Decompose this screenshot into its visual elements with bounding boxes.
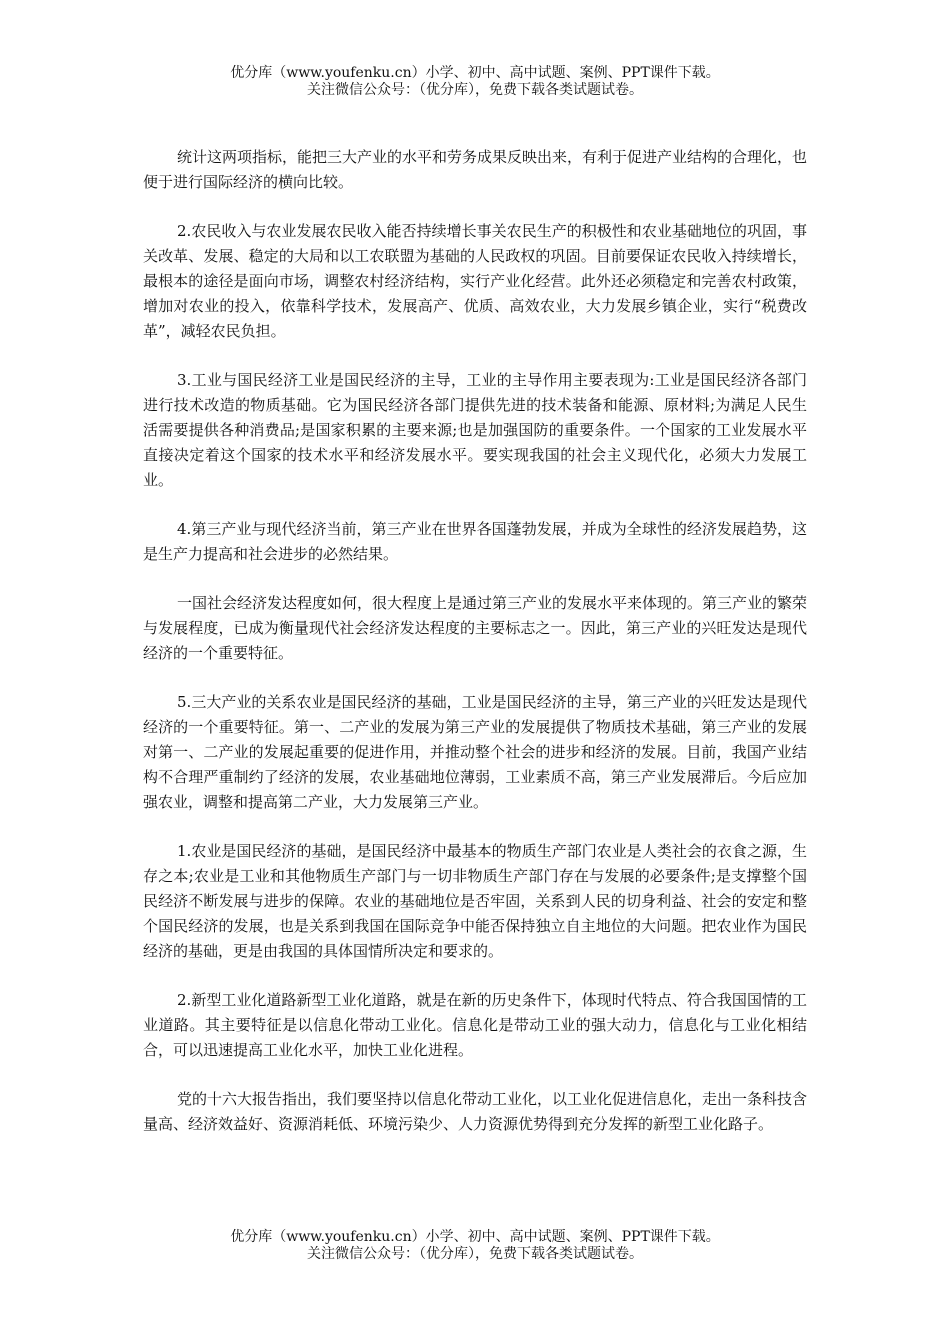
paragraph: 5.三大产业的关系农业是国民经济的基础，工业是国民经济的主导，第三产业的兴旺发达是现代经济的一个重要特征。第一、二产业的发展为第三产业的发展提供了物质技术基础，第三产业的发展对第一、二产业的发展起重要的促进作用，并推动整个社会的进步和经济的发展。目前，我国产业结构不合理严重制约了经济的发展，农业基础地位薄弱，工业素质不高，第三产业发展滞后。今后应加强农业，调整和提高第二产业，大力发展第三产业。 — [143, 693, 807, 811]
footer-line-2: 关注微信公众号：（优分库），免费下载各类试题试卷。 — [307, 1246, 643, 1262]
footer-line-1: 优分库（www.youfenku.cn）小学、初中、高中试题、案例、PPT课件下载。 — [230, 1229, 720, 1245]
paragraph: 1.农业是国民经济的基础，是国民经济中最基本的物质生产部门农业是人类社会的衣食之源，生存之本;农业是工业和其他物质生产部门与一切非物质生产部门存在与发展的必要条件;是支撑整个国民经济不断发展与进步的保障。农业的基础地位是否牢固，关系到人民的切身利益、社会的安定和整个国民经济的发展，也是关系到我国在国际竞争中能否保持独立自主地位的大问题。把农业作为国民经济的基础，更是由我国的具体国情所决定和要求的。 — [143, 842, 807, 960]
paragraph: 3.工业与国民经济工业是国民经济的主导，工业的主导作用主要表现为:工业是国民经济各部门进行技术改造的物质基础。它为国民经济各部门提供先进的技术装备和能源、原材料;为满足人民生活需要提供各种消费品;是国家积累的主要来源;也是加强国防的重要条件。一个国家的工业发展水平直接决定着这个国家的技术水平和经济发展水平。要实现我国的社会主义现代化，必须大力发展工业。 — [143, 371, 807, 489]
paragraph: 统计这两项指标，能把三大产业的水平和劳务成果反映出来，有利于促进产业结构的合理化，也便于进行国际经济的横向比较。 — [143, 148, 808, 191]
body-text — [143, 145, 807, 1161]
page-header — [0, 65, 950, 99]
paragraph: 一国社会经济发达程度如何，很大程度上是通过第三产业的发展水平来体现的。第三产业的繁荣与发展程度，已成为衡量现代社会经济发达程度的主要标志之一。因此，第三产业的兴旺发达是现代经济的一个重要特征。 — [143, 594, 808, 662]
paragraph: 4.第三产业与现代经济当前，第三产业在世界各国蓬勃发展，并成为全球性的经济发展趋势，这是生产力提高和社会进步的必然结果。 — [143, 520, 807, 563]
paragraph: 2.新型工业化道路新型工业化道路，就是在新的历史条件下，体现时代特点、符合我国国情的工业道路。其主要特征是以信息化带动工业化。信息化是带动工业的强大动力，信息化与工业化相结合，可以迅速提高工业化水平，加快工业化进程。 — [143, 991, 807, 1059]
paragraph: 2.农民收入与农业发展农民收入能否持续增长事关农民生产的积极性和农业基础地位的巩固，事关改革、发展、稳定的大局和以工农联盟为基础的人民政权的巩固。目前要保证农民收入持续增长，最根本的途径是面向市场，调整农村经济结构，实行产业化经营。此外还必须稳定和完善农村政策，增加对农业的投入，依靠科学技术，发展高产、优质、高效农业，大力发展乡镇企业，实行“税费改革”，减轻农民负担。 — [143, 222, 807, 340]
paragraph: 党的十六大报告指出，我们要坚持以信息化带动工业化，以工业化促进信息化，走出一条科技含量高、经济效益好、资源消耗低、环境污染少、人力资源优势得到充分发挥的新型工业化路子。 — [143, 1090, 808, 1133]
header-line-2: 关注微信公众号：（优分库），免费下载各类试题试卷。 — [307, 82, 643, 98]
page-footer — [0, 1229, 950, 1263]
header-line-1: 优分库（www.youfenku.cn）小学、初中、高中试题、案例、PPT课件下载。 — [230, 65, 720, 81]
